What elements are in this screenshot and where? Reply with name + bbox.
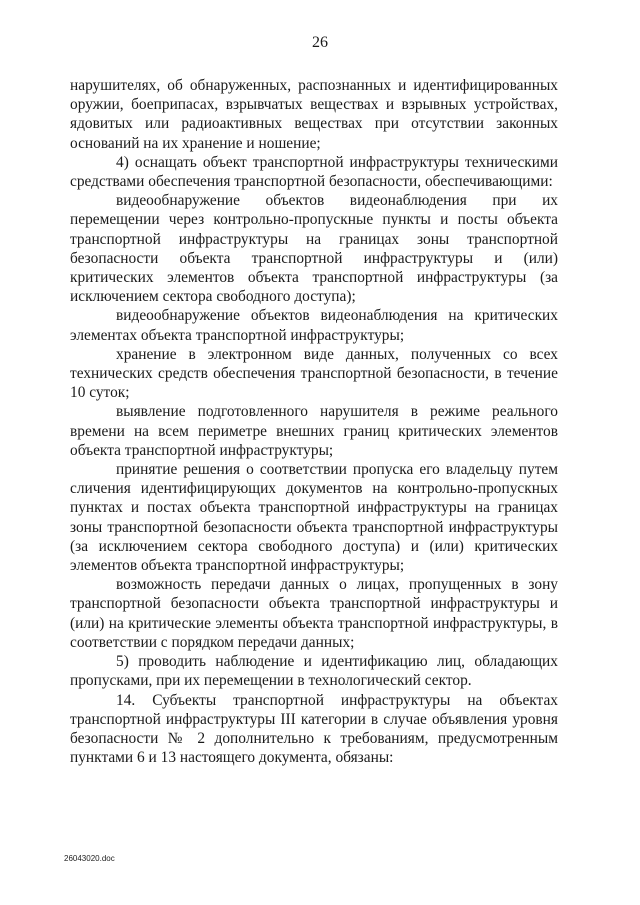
footer-filename: 26043020.doc bbox=[64, 854, 115, 863]
paragraph-data-storage: хранение в электронном виде данных, полученных со всех технических средств обеспечения транспортной безопасности, в течение 10 суток; bbox=[70, 345, 558, 402]
paragraph-continuation: нарушителях, об обнаруженных, распознанных и идентифицированных оружии, боеприпасах, взрывчатых веществах и взрывных устройствах, ядовитых или радиоактивных веществах при отсутствии законных оснований на их хранение и ношение; bbox=[70, 77, 558, 152]
page-number: 26 bbox=[312, 34, 328, 51]
paragraph-item-5: 5) проводить наблюдение и идентификацию лиц, обладающих пропусками, при их перемещении в технологический сектор. bbox=[70, 653, 558, 690]
paragraph-intruder-detection: выявление подготовленного нарушителя в режиме реального времени на всем периметре внешних границ критических элементов объекта транспортной инфраструктуры; bbox=[70, 403, 558, 459]
paragraph-video-detection-critical: видеообнаружение объектов видеонаблюдения на критических элементах объекта транспортной инфраструктуры; bbox=[70, 307, 558, 344]
paragraph-item-4: 4) оснащать объект транспортной инфраструктуры техническими средствами обеспечения транспортной безопасности, обеспечивающими: bbox=[70, 153, 558, 191]
paragraph-pass-verification: принятие решения о соответствии пропуска его владельцу путем сличения идентифицирующих документов на контрольно-пропускных пунктах и постах объекта транспортной инфраструктуры на границах зоны транспортной безопасности объекта транспортной инфраструктуры (за исключением сектора свободного доступа) и (или) критических элементов объекта транспортной инфраструктуры; bbox=[70, 461, 558, 575]
paragraph-video-detection-checkpoints: видеообнаружение объектов видеонаблюдения при их перемещении через контрольно-пропускные пункты и посты объекта транспортной инфраструктуры на границах зоны транспортной безопасности объекта транспортной инфраструктуры и (или) критических элементов объекта транспортной инфраструктуры (за исключением сектора свободного доступа); bbox=[70, 192, 558, 306]
paragraph-data-transfer: возможность передачи данных о лицах, пропущенных в зону транспортной безопасности объекта транспортной инфраструктуры и (или) на критические элементы объекта транспортной инфраструктуры, в соответствии с порядком передачи данных; bbox=[70, 576, 558, 651]
document-body bbox=[70, 76, 558, 767]
paragraph-section-14: 14. Субъекты транспортной инфраструктуры на объектах транспортной инфраструктуры III категории в случае объявления уровня безопасности № 2 дополнительно к требованиям, предусмотренным пунктами 6 и 13 настоящего документа, обязаны: bbox=[70, 691, 558, 767]
